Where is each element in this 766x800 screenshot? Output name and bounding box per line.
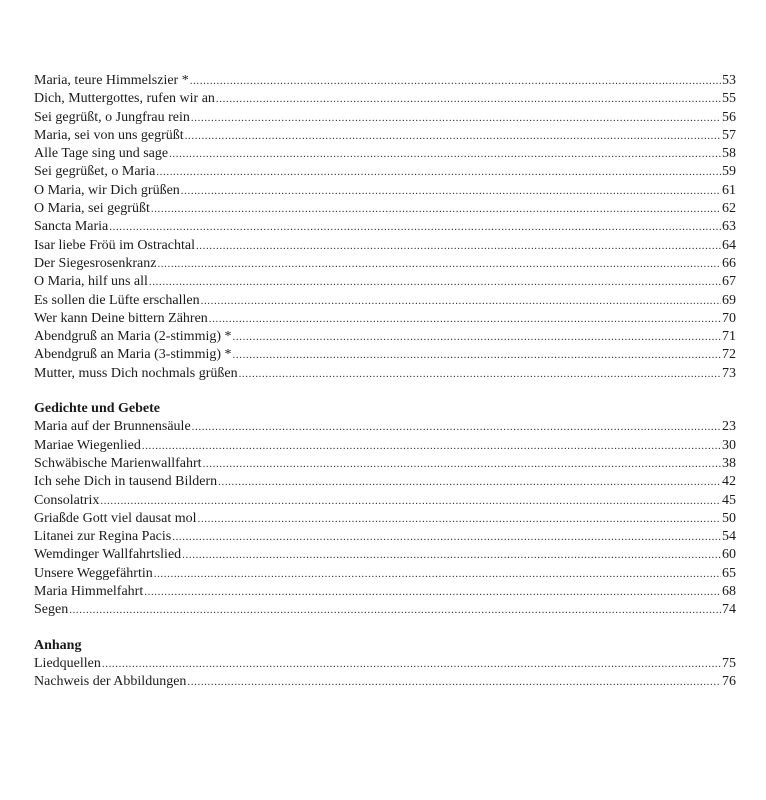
dot-leader: [209, 310, 721, 328]
dot-leader: [182, 546, 721, 564]
dot-leader: [233, 346, 721, 364]
entry-title: Abendgruß an Maria (3-stimmig) *: [34, 347, 232, 363]
entry-title: Abendgruß an Maria (2-stimmig) *: [34, 329, 232, 345]
entry-page-number: 60: [722, 547, 736, 563]
dot-leader: [239, 365, 721, 383]
toc-entry: [34, 310, 736, 328]
entry-page-number: 50: [722, 510, 736, 526]
dot-leader: [144, 583, 721, 601]
dot-leader: [185, 127, 721, 145]
entry-title: Sei gegrüßt, o Jungfrau rein: [34, 109, 190, 125]
toc-entry: [34, 292, 736, 310]
entry-title: Wemdinger Wallfahrtslied: [34, 547, 182, 563]
entry-title: Segen: [34, 602, 69, 618]
entry-page-number: 72: [722, 347, 736, 363]
dot-leader: [157, 255, 721, 273]
dot-leader: [201, 292, 721, 310]
dot-leader: [172, 528, 721, 546]
toc-entry: [34, 418, 736, 436]
toc-entry: [34, 365, 736, 383]
dot-leader: [169, 145, 721, 163]
dot-leader: [187, 673, 721, 691]
toc-entry: [34, 218, 736, 236]
entry-page-number: 61: [722, 182, 736, 198]
dot-leader: [192, 418, 721, 436]
dot-leader: [154, 565, 721, 583]
toc-section: [34, 72, 736, 383]
entry-title: Schwäbische Marienwallfahrt: [34, 455, 202, 471]
toc-entry: [34, 145, 736, 163]
entry-page-number: 45: [722, 492, 736, 508]
toc-entry: [34, 237, 736, 255]
toc-entry: [34, 565, 736, 583]
toc-entry: [34, 182, 736, 200]
toc-entry: [34, 546, 736, 564]
dot-leader: [109, 218, 721, 236]
toc-entry: [34, 510, 736, 528]
toc-entry: [34, 492, 736, 510]
dot-leader: [233, 328, 721, 346]
entry-page-number: 65: [722, 565, 736, 581]
dot-leader: [216, 90, 721, 108]
entry-title: Sancta Maria: [34, 219, 109, 235]
entry-page-number: 68: [722, 584, 736, 600]
entry-title: Maria auf der Brunnensäule: [34, 419, 191, 435]
section-heading: Anhang: [34, 637, 82, 653]
entry-title: Nachweis der Abbildungen: [34, 674, 187, 690]
dot-leader: [218, 473, 721, 491]
entry-page-number: 59: [722, 164, 736, 180]
entry-page-number: 42: [722, 474, 736, 490]
entry-page-number: 69: [722, 292, 736, 308]
toc-entry: [34, 72, 736, 90]
toc-entry: [34, 673, 736, 691]
entry-page-number: 64: [722, 237, 736, 253]
entry-title: O Maria, wir Dich grüßen: [34, 182, 180, 198]
entry-title: Maria, sei von uns gegrüßt: [34, 127, 184, 143]
toc-entry: [34, 90, 736, 108]
entry-title: Der Siegesrosenkranz: [34, 255, 157, 271]
entry-title: O Maria, sei gegrüßt: [34, 201, 150, 217]
toc-entry: [34, 273, 736, 291]
toc-entry: [34, 601, 736, 619]
entry-page-number: 76: [722, 674, 736, 690]
section-heading: Gedichte und Gebete: [34, 401, 160, 417]
entry-page-number: 74: [722, 602, 736, 618]
entry-page-number: 73: [722, 365, 736, 381]
entry-title: Alle Tage sing und sage: [34, 146, 169, 162]
dot-leader: [190, 72, 721, 90]
entry-title: Mutter, muss Dich nochmals grüßen: [34, 365, 238, 381]
entry-page-number: 70: [722, 310, 736, 326]
dot-leader: [142, 437, 721, 455]
dot-leader: [191, 109, 721, 127]
toc-entry: [34, 528, 736, 546]
entry-title: Wer kann Deine bittern Zähren: [34, 310, 208, 326]
toc-section: [34, 637, 736, 692]
table-of-contents: [34, 72, 736, 692]
dot-leader: [156, 163, 721, 181]
entry-page-number: 63: [722, 219, 736, 235]
toc-entry: [34, 200, 736, 218]
entry-title: Mariae Wiegenlied: [34, 437, 141, 453]
dot-leader: [198, 510, 721, 528]
entry-title: Dich, Muttergottes, rufen wir an: [34, 91, 215, 107]
entry-title: Es sollen die Lüfte erschallen: [34, 292, 200, 308]
entry-page-number: 56: [722, 109, 736, 125]
entry-title: Maria, teure Himmelszier *: [34, 73, 189, 88]
entry-page-number: 23: [722, 419, 736, 435]
entry-page-number: 67: [722, 274, 736, 290]
toc-entry: [34, 127, 736, 145]
toc-entry: [34, 473, 736, 491]
entry-title: Isar liebe Fröü im Ostrachtal: [34, 237, 195, 253]
entry-page-number: 38: [722, 455, 736, 471]
entry-title: Sei gegrüßet, o Maria: [34, 164, 156, 180]
entry-title: Litanei zur Regina Pacis: [34, 529, 172, 545]
dot-leader: [102, 655, 721, 673]
dot-leader: [203, 455, 721, 473]
entry-page-number: 71: [722, 329, 736, 345]
entry-page-number: 75: [722, 655, 736, 671]
entry-page-number: 57: [722, 127, 736, 143]
toc-section: [34, 400, 736, 620]
toc-entry: [34, 346, 736, 364]
entry-page-number: 53: [722, 73, 736, 88]
dot-leader: [69, 601, 721, 619]
toc-entry: [34, 255, 736, 273]
entry-page-number: 55: [722, 91, 736, 107]
entry-title: Consolatrix: [34, 492, 100, 508]
entry-title: Griaßde Gott viel dausat mol: [34, 510, 197, 526]
entry-title: Ich sehe Dich in tausend Bildern: [34, 474, 218, 490]
dot-leader: [196, 237, 721, 255]
toc-entry: [34, 655, 736, 673]
entry-title: Liedquellen: [34, 655, 101, 671]
toc-entry: [34, 163, 736, 181]
toc-entry: [34, 328, 736, 346]
toc-entry: [34, 109, 736, 127]
entry-title: O Maria, hilf uns all: [34, 274, 148, 290]
toc-entry: [34, 583, 736, 601]
entry-page-number: 30: [722, 437, 736, 453]
dot-leader: [151, 200, 721, 218]
entry-page-number: 62: [722, 201, 736, 217]
entry-page-number: 54: [722, 529, 736, 545]
entry-title: Maria Himmelfahrt: [34, 584, 144, 600]
toc-entry: [34, 437, 736, 455]
entry-title: Unsere Weggefährtin: [34, 565, 153, 581]
entry-page-number: 58: [722, 146, 736, 162]
dot-leader: [181, 182, 721, 200]
entry-page-number: 66: [722, 255, 736, 271]
dot-leader: [100, 492, 721, 510]
toc-entry: [34, 455, 736, 473]
dot-leader: [149, 273, 721, 291]
